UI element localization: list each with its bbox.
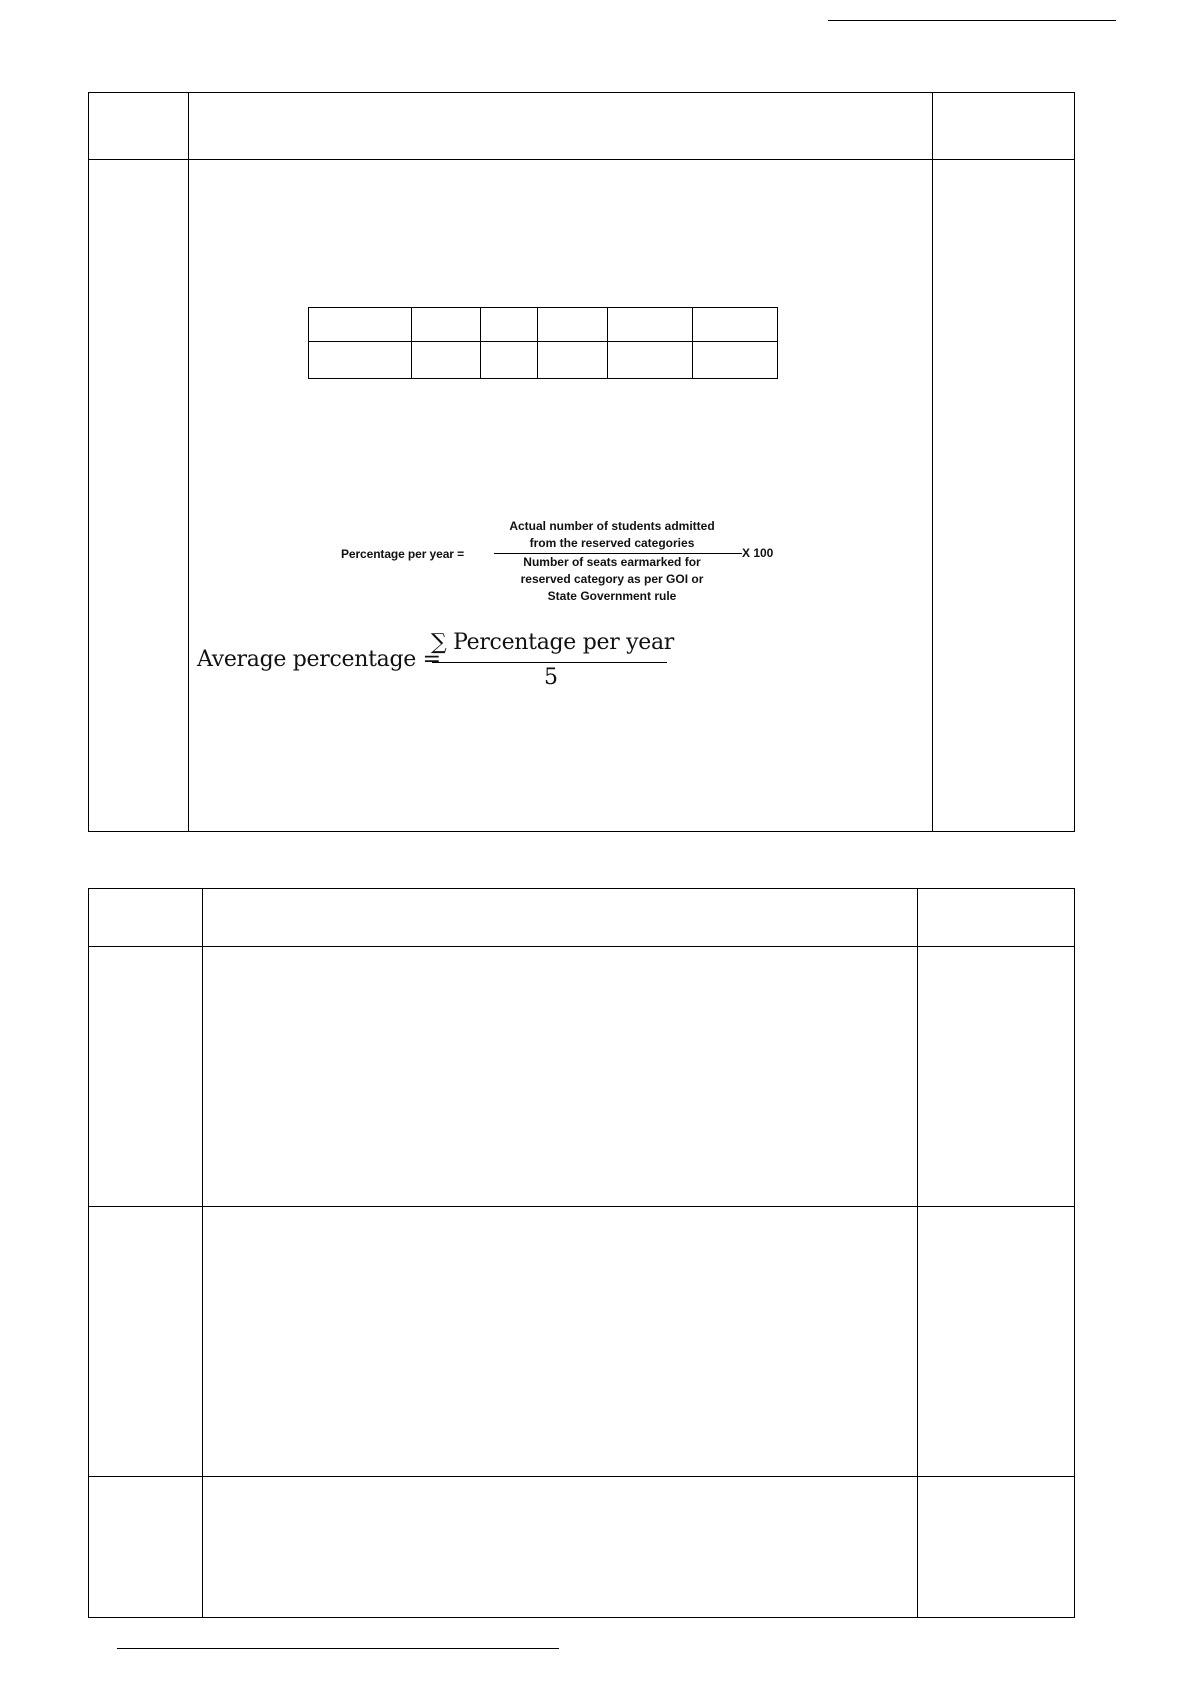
table-2-header-divider xyxy=(88,946,1074,947)
table-1-col-divider-1 xyxy=(188,92,189,832)
inner-table-border-bottom xyxy=(308,378,778,379)
formula-denominator-line: State Government rule xyxy=(547,589,677,603)
formula-numerator: ∑ Percentage per year xyxy=(431,630,675,655)
inner-table-border-left xyxy=(308,307,309,379)
table-1-border-right xyxy=(1074,92,1075,832)
header-rule xyxy=(828,20,1116,21)
formula-lhs: Average percentage = xyxy=(197,647,441,672)
footnote-rule xyxy=(117,1648,559,1649)
formula-denominator-line: reserved category as per GOI or xyxy=(520,572,704,586)
table-2-row-divider xyxy=(88,1206,1074,1207)
table-2-col-divider-2 xyxy=(917,888,918,1618)
percentage-per-year-formula xyxy=(300,518,780,602)
formula-denominator xyxy=(492,554,732,605)
inner-table-border-top xyxy=(308,307,778,308)
inner-table-row-divider xyxy=(308,341,778,342)
formula-numerator-line: Actual number of students admitted xyxy=(509,519,715,533)
inner-table-col-divider xyxy=(692,307,693,379)
table-1-col-divider-2 xyxy=(932,92,933,832)
formula-lhs: Percentage per year = xyxy=(341,547,464,561)
inner-table-col-divider xyxy=(537,307,538,379)
table-1-border-bottom xyxy=(88,831,1074,832)
formula-multiplier: X 100 xyxy=(742,546,774,560)
fraction-bar xyxy=(432,662,667,663)
table-1-border-top xyxy=(88,92,1074,93)
table-1-border-left xyxy=(88,92,89,832)
table-2-row-divider xyxy=(88,1476,1074,1477)
formula-denominator: 5 xyxy=(544,665,558,690)
table-2-border-top xyxy=(88,888,1074,889)
formula-denominator-line: Number of seats earmarked for xyxy=(523,555,701,569)
average-percentage-formula xyxy=(197,630,697,700)
table-1-header-divider xyxy=(88,159,1074,160)
table-2-border-right xyxy=(1074,888,1075,1618)
table-2-border-left xyxy=(88,888,89,1618)
inner-table-col-divider xyxy=(607,307,608,379)
inner-table-col-divider xyxy=(411,307,412,379)
inner-table-border-right xyxy=(777,307,778,379)
inner-table-col-divider xyxy=(480,307,481,379)
formula-numerator xyxy=(492,518,732,552)
table-2-border-bottom xyxy=(88,1617,1074,1618)
formula-numerator-line: from the reserved categories xyxy=(529,536,695,550)
table-2-col-divider-1 xyxy=(202,888,203,1618)
